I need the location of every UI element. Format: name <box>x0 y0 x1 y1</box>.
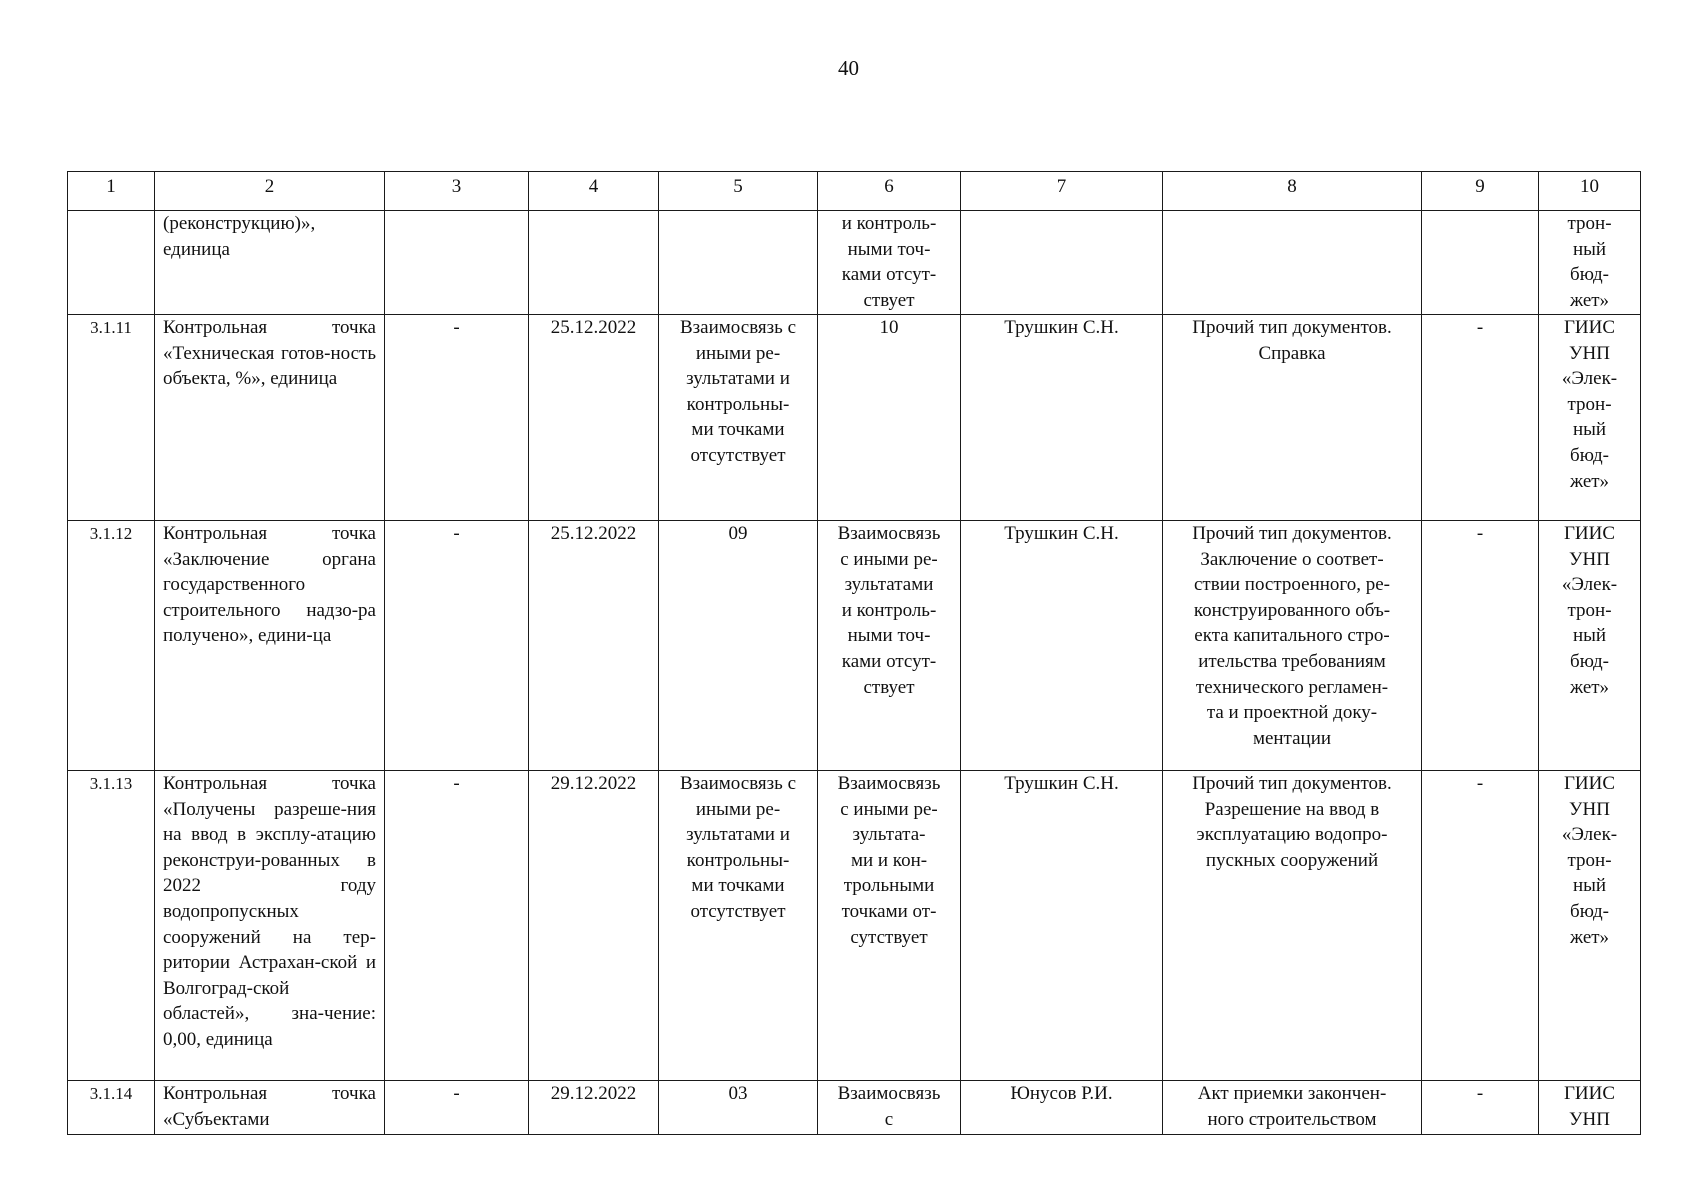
table-row <box>68 521 1641 771</box>
cell-col9 <box>1422 211 1539 315</box>
responsible-cell: Трушкин С.Н. <box>961 771 1163 1081</box>
column-header: 6 <box>818 172 961 211</box>
page-number: 40 <box>838 56 859 80</box>
cell-col6: Взаимосвязь с иными ре- зультатами и контроль- ными точ- ками отсут- ствует <box>818 521 961 771</box>
row-number: 3.1.12 <box>68 521 155 771</box>
table-row <box>68 771 1641 1081</box>
cell-col5: 03 <box>659 1081 818 1135</box>
cell-col3: - <box>385 1081 529 1135</box>
column-header: 7 <box>961 172 1163 211</box>
date-cell: 25.12.2022 <box>529 315 659 521</box>
cell-col3: - <box>385 315 529 521</box>
column-number-row <box>68 172 1641 211</box>
document-type-cell: Прочий тип документов. Разрешение на ввод в эксплуатацию водопро- пускных сооружений <box>1163 771 1422 1081</box>
indicator-cell: Контрольная точка «Получены разреше-ния на ввод в эксплу-атацию реконструи-рованных в 2022 году водопропускных сооружений на тер-ритории Астрахан-ской и Волгоград-ской областей», зна-чение: 0,00, единица <box>155 771 385 1081</box>
cell-col3: - <box>385 771 529 1081</box>
cell-col5: Взаимосвязь с иными ре- зультатами и контрольны- ми точками отсутствует <box>659 771 818 1081</box>
date-cell: 29.12.2022 <box>529 1081 659 1135</box>
indicator-cell: (реконструкцию)», единица <box>155 211 385 315</box>
cell-col3 <box>385 211 529 315</box>
column-header: 8 <box>1163 172 1422 211</box>
row-number: 3.1.14 <box>68 1081 155 1135</box>
cell-col6: и контроль- ными точ- ками отсут- ствует <box>818 211 961 315</box>
cell-col9: - <box>1422 521 1539 771</box>
row-number: 3.1.13 <box>68 771 155 1081</box>
system-cell: ГИИС УНП <box>1539 1081 1641 1135</box>
cell-col9: - <box>1422 315 1539 521</box>
date-cell <box>529 211 659 315</box>
indicator-cell: Контрольная точка «Субъектами <box>155 1081 385 1135</box>
system-cell: ГИИС УНП «Элек- трон- ный бюд- жет» <box>1539 315 1641 521</box>
responsible-cell: Юнусов Р.И. <box>961 1081 1163 1135</box>
cell-col9: - <box>1422 1081 1539 1135</box>
indicator-cell: Контрольная точка «Техническая готов-ность объекта, %», единица <box>155 315 385 521</box>
table-row <box>68 315 1641 521</box>
document-type-cell: Акт приемки закончен- ного строительством <box>1163 1081 1422 1135</box>
column-header: 5 <box>659 172 818 211</box>
column-header: 3 <box>385 172 529 211</box>
cell-col9: - <box>1422 771 1539 1081</box>
table-row <box>68 1081 1641 1135</box>
system-cell: ГИИС УНП «Элек- трон- ный бюд- жет» <box>1539 521 1641 771</box>
cell-col5 <box>659 211 818 315</box>
cell-col6: Взаимосвязь с <box>818 1081 961 1135</box>
system-cell: трон- ный бюд- жет» <box>1539 211 1641 315</box>
system-cell: ГИИС УНП «Элек- трон- ный бюд- жет» <box>1539 771 1641 1081</box>
cell-col6: 10 <box>818 315 961 521</box>
date-cell: 29.12.2022 <box>529 771 659 1081</box>
column-header: 4 <box>529 172 659 211</box>
cell-col6: Взаимосвязь с иными ре- зультата- ми и кон- трольными точками от- сутствует <box>818 771 961 1081</box>
column-header: 1 <box>68 172 155 211</box>
responsible-cell: Трушкин С.Н. <box>961 315 1163 521</box>
data-table <box>67 171 1641 1135</box>
document-type-cell: Прочий тип документов. Заключение о соответ- ствии построенного, ре- конструированного объ- екта капитального стро- ительства требованиям технического регламен- та и проектной доку- ментации <box>1163 521 1422 771</box>
date-cell: 25.12.2022 <box>529 521 659 771</box>
cell-col3: - <box>385 521 529 771</box>
row-number <box>68 211 155 315</box>
column-header: 10 <box>1539 172 1641 211</box>
column-header: 2 <box>155 172 385 211</box>
table-row <box>68 211 1641 315</box>
indicator-cell: Контрольная точка «Заключение органа государственного строительного надзо-ра получено», едини-ца <box>155 521 385 771</box>
cell-col5: Взаимосвязь с иными ре- зультатами и контрольны- ми точками отсутствует <box>659 315 818 521</box>
document-type-cell <box>1163 211 1422 315</box>
column-header: 9 <box>1422 172 1539 211</box>
responsible-cell <box>961 211 1163 315</box>
document-type-cell: Прочий тип документов. Справка <box>1163 315 1422 521</box>
responsible-cell: Трушкин С.Н. <box>961 521 1163 771</box>
row-number: 3.1.11 <box>68 315 155 521</box>
cell-col5: 09 <box>659 521 818 771</box>
